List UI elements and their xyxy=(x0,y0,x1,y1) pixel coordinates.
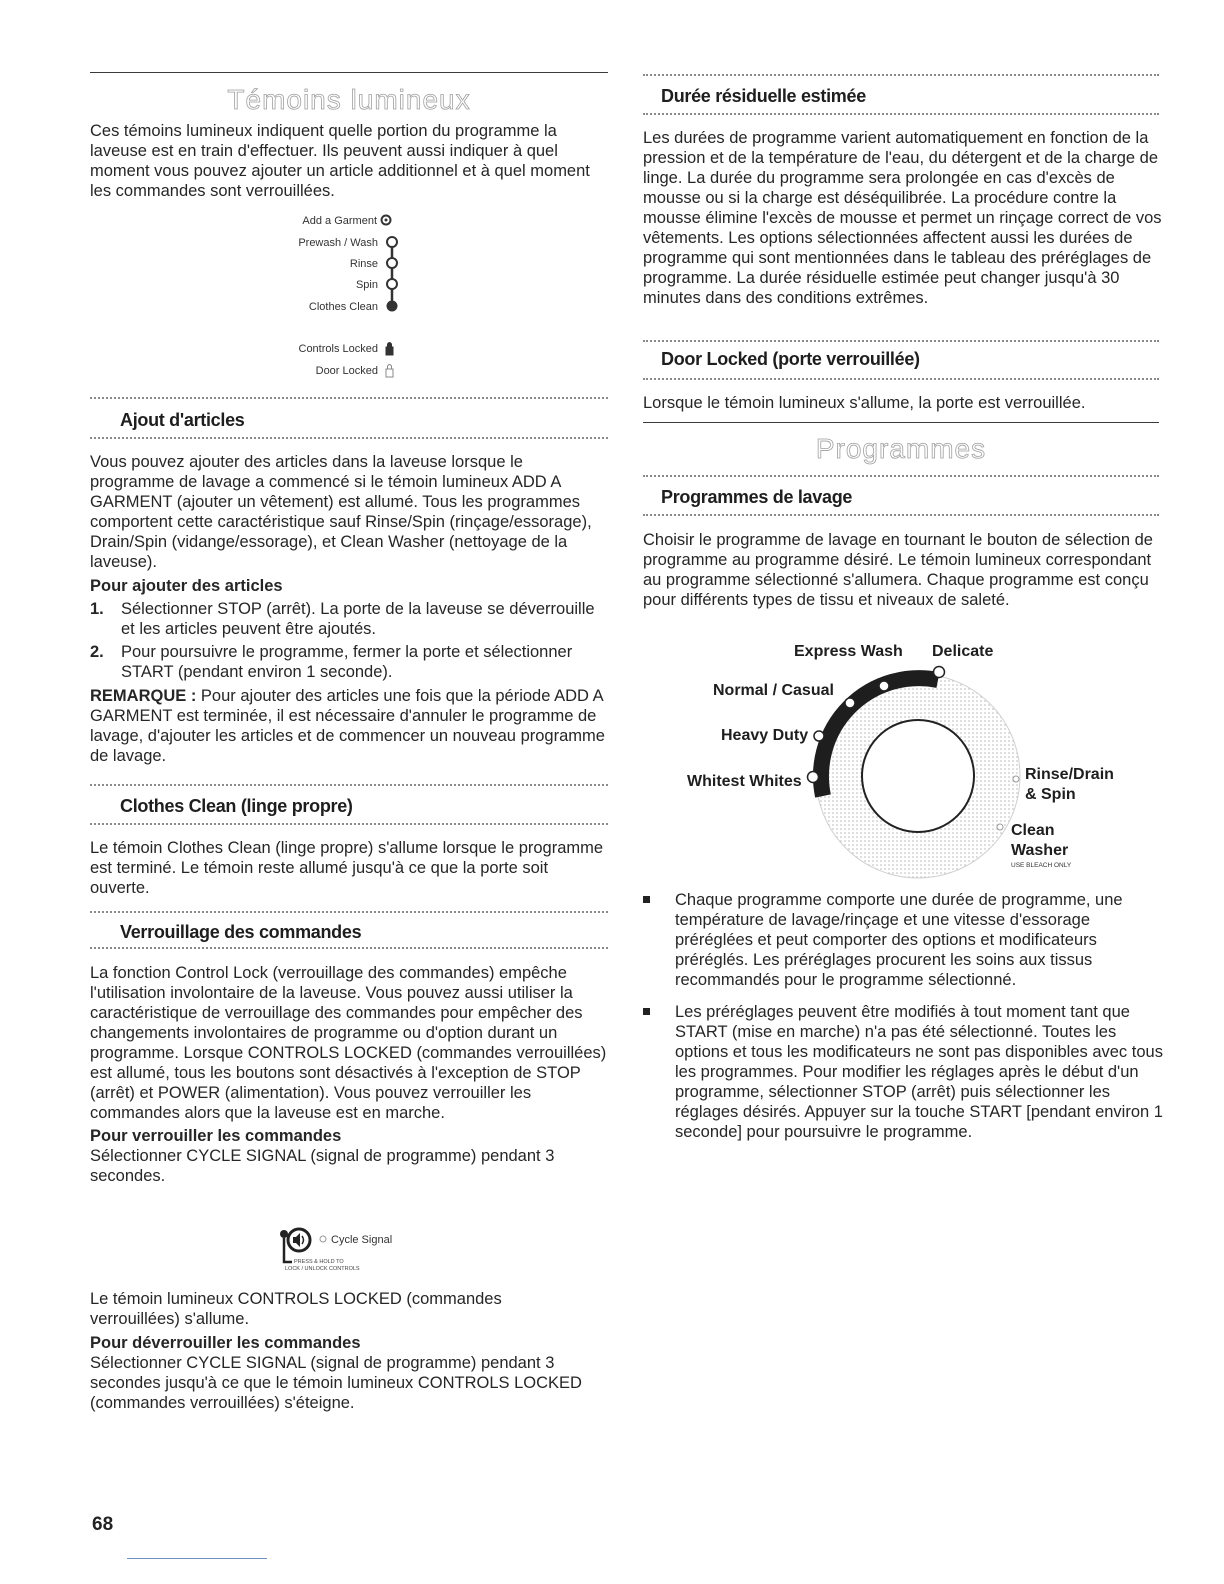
after-lock-text: Le témoin lumineux CONTROLS LOCKED (commandes verrouillées) s'allume. xyxy=(90,1290,502,1328)
clothes-clean-section xyxy=(90,838,610,898)
bullet-text: Les préréglages peuvent être modifiés à tout moment tant que START (mise en marche) n'a pas été sélectionné. Toutes les options et tous les modificateurs ne sont pas disponibles avec tous les programmes. Pour modifier les réglages après le début d'un programme, sélectionner STOP (arrêt) puis sélectionner les réglages désirés. Appuyer sur la touche START [pendant environ 1 seconde] pour poursuivre le programme. xyxy=(675,1003,1163,1141)
verrouillage-section xyxy=(90,963,610,1186)
clean-washer-light-icon xyxy=(997,824,1003,830)
bullet-square-icon xyxy=(643,896,650,903)
divider-duree-bottom xyxy=(643,113,1159,115)
divider-verrou-bottom xyxy=(90,947,608,949)
unlock-heading: Pour déverrouiller les commandes xyxy=(90,1334,361,1352)
normal-light-icon xyxy=(845,698,855,708)
cycle-signal-label: Cycle Signal xyxy=(331,1234,393,1246)
spin-light-icon xyxy=(387,279,397,289)
delicate-light-icon xyxy=(934,667,945,678)
heavy-duty-light-icon xyxy=(814,731,824,741)
note-text: Pour ajouter des articles une fois que la période ADD A GARMENT est terminée, il est nécessaire d'annuler le programme de lavage, d'ajouter les articles et de commencer un nouveau programme de lavage. xyxy=(90,687,605,765)
light-label-door-locked: Door Locked xyxy=(315,365,378,377)
prewash-light-icon xyxy=(387,237,397,247)
controls-locked-light-icon xyxy=(386,343,393,356)
heading-programmes-lavage: Programmes de lavage xyxy=(661,487,853,507)
divider-duree-top xyxy=(643,74,1159,76)
bullet-square-icon xyxy=(643,1008,650,1015)
temoins-intro xyxy=(90,121,610,201)
rule-programmes xyxy=(643,422,1159,423)
press-hold-line2: LOCK / UNLOCK CONTROLS xyxy=(285,1266,360,1272)
cycle-signal-illustration xyxy=(276,1224,446,1272)
bullet-list xyxy=(643,890,1163,1142)
section-title-programmes: Programmes xyxy=(815,433,987,464)
light-label-spin: Spin xyxy=(355,279,378,291)
heading-verrouillage: Verrouillage des commandes xyxy=(120,922,362,942)
light-label-prewash: Prewash / Wash xyxy=(298,237,378,249)
dial-label-use-bleach: USE BLEACH ONLY xyxy=(1011,862,1072,869)
step-text: Sélectionner STOP (arrêt). La porte de la laveuse se déverrouille et les articles peuvent être ajoutés. xyxy=(121,600,595,638)
dial-label-whitest-whites: Whitest Whites xyxy=(687,773,802,790)
dial-label-express-wash: Express Wash xyxy=(794,643,903,660)
dial-label-rinse-drain: Rinse/Drain xyxy=(1025,766,1114,783)
door-locked-section xyxy=(643,393,1163,413)
ajout-subheading: Pour ajouter des articles xyxy=(90,577,283,595)
light-label-controls-locked: Controls Locked xyxy=(298,343,378,355)
programmes-lavage-body: Choisir le programme de lavage en tournant le bouton de sélection de programme au programme désiré. Le témoin lumineux correspondant au programme sélectionné s'allumera. Chaque programme est conçu pour différents types de tissu et niveaux de saleté. xyxy=(643,531,1153,609)
heading-clothes-clean: Clothes Clean (linge propre) xyxy=(120,796,353,816)
lock-heading: Pour verrouiller les commandes xyxy=(90,1127,342,1145)
dial-label-delicate: Delicate xyxy=(932,643,994,660)
section-title-temoins: Témoins lumineux xyxy=(227,84,471,115)
divider-door-top xyxy=(643,340,1159,342)
bullet-item-2 xyxy=(643,1002,1163,1142)
press-hold-line1: PRESS & HOLD TO xyxy=(294,1259,344,1265)
divider-ajout-bottom xyxy=(90,437,608,439)
door-locked-light-icon xyxy=(386,365,393,378)
ajout-step-2 xyxy=(90,642,610,682)
top-rule-left xyxy=(90,72,608,73)
divider-clothes-bottom xyxy=(90,823,608,825)
step-text: Pour poursuivre le programme, fermer la porte et sélectionner START (pendant environ 1 seconde). xyxy=(121,643,573,681)
clothes-clean-light-icon xyxy=(387,301,398,312)
light-label-clothes-clean: Clothes Clean xyxy=(308,301,378,313)
express-wash-light-icon xyxy=(879,681,889,691)
ajout-body: Vous pouvez ajouter des articles dans la laveuse lorsque le programme de lavage a commencé si le témoin lumineux ADD A GARMENT (ajouter un vêtement) est allumé. Tous les programmes comportent cette caractéristique sauf Rinse/Spin (rinçage/essorage), Drain/Spin (vidange/essorage), et Clean Washer (nettoyage de la laveuse). xyxy=(90,453,592,571)
lock-body: Sélectionner CYCLE SIGNAL (signal de programme) pendant 3 secondes. xyxy=(90,1147,555,1185)
cycle-selector-dial xyxy=(680,636,1114,876)
dial-label-heavy-duty: Heavy Duty xyxy=(721,727,809,744)
dial-label-normal-casual: Normal / Casual xyxy=(713,682,834,699)
verrouillage-after xyxy=(90,1289,590,1413)
divider-verrou-top xyxy=(90,911,608,913)
bullet-item-1 xyxy=(643,890,1163,990)
ajout-steps xyxy=(90,599,610,682)
programmes-lavage-section xyxy=(643,530,1163,610)
light-label-rinse: Rinse xyxy=(349,258,378,270)
ajout-section xyxy=(90,452,610,766)
ajout-step-1 xyxy=(90,599,610,639)
divider-proglav-bottom xyxy=(643,514,1159,516)
temoins-intro-text: Ces témoins lumineux indiquent quelle portion du programme la laveuse est en train d'effectuer. Ils peuvent aussi indiquer à quel moment vous pouvez ajouter un article additionnel et à quel moment les commandes sont verrouillées. xyxy=(90,122,590,200)
footer-line xyxy=(127,1558,267,1559)
bullet-text: Chaque programme comporte une durée de programme, une température de lavage/rinçage et une vitesse d'essorage préréglées et peut comporter des options et modificateurs préréglés. Les préréglages procurent les soins aux tissus recommandés pour le programme sélectionné. xyxy=(675,891,1123,989)
rinse-light-icon xyxy=(387,258,397,268)
heading-door-locked: Door Locked (porte verrouillée) xyxy=(661,349,920,369)
verrouillage-body: La fonction Control Lock (verrouillage des commandes) empêche l'utilisation involontaire de la laveuse. Vous pouvez aussi utiliser la caractéristique de verrouillage des commandes pour empêcher des changements involontaires de programme ou d'option durant un programme. Lorsque CONTROLS LOCKED (commandes verrouillées) est allumé, tous les boutons sont désactivés à l'exception de STOP (arrêt) et POWER (alimentation). Vous pouvez verrouiller les commandes alors que la laveuse est en marche. xyxy=(90,964,607,1122)
heading-duree: Durée résiduelle estimée xyxy=(661,86,866,106)
status-lights-diagram xyxy=(280,206,440,382)
dial-label-washer: Washer xyxy=(1011,842,1069,859)
clothes-clean-body: Le témoin Clothes Clean (linge propre) s'allume lorsque le programme est terminé. Le témoin reste allumé jusqu'à ce que la porte soit ouverte. xyxy=(90,839,604,897)
note-label: REMARQUE : xyxy=(90,687,197,705)
divider-door-bottom xyxy=(643,378,1159,380)
unlock-body: Sélectionner CYCLE SIGNAL (signal de programme) pendant 3 secondes jusqu'à ce que le témoin lumineux CONTROLS LOCKED (commandes verrouillées) s'éteigne. xyxy=(90,1354,582,1412)
whitest-whites-light-icon xyxy=(808,772,819,783)
heading-ajout: Ajout d'articles xyxy=(120,410,245,430)
rinse-drain-light-icon xyxy=(1013,776,1019,782)
dial-center-knob xyxy=(862,720,974,832)
divider-proglav-top xyxy=(643,475,1159,477)
programmes-bullets xyxy=(643,890,1163,1154)
duree-section xyxy=(643,128,1163,308)
divider-clothes-top xyxy=(90,784,608,786)
divider-ajout-top xyxy=(90,397,608,399)
duree-body: Les durées de programme varient automatiquement en fonction de la pression et de la température de l'eau, du détergent et de la charge de linge. La durée du programme sera prolongée en cas d'excès de mousse ou si la charge est déséquilibrée. La procédure contre la mousse élimine l'excès de mousse et permet un rinçage correct de vos vêtements. Les options sélectionnées affectent aussi les durées de programme qui sont mentionnées dans le tableau des préréglages de programme. La durée résiduelle estimée peut changer jusqu'à 30 minutes dans des conditions extrêmes. xyxy=(643,129,1162,307)
door-locked-body: Lorsque le témoin lumineux s'allume, la porte est verrouillée. xyxy=(643,394,1086,412)
dial-label-clean: Clean xyxy=(1011,822,1055,839)
step-number: 1. xyxy=(90,600,104,618)
page-number: 68 xyxy=(92,1514,114,1535)
cycle-signal-light-icon xyxy=(320,1236,326,1242)
light-label-add-garment: Add a Garment xyxy=(302,215,377,227)
dial-label-and-spin: & Spin xyxy=(1025,786,1076,803)
ajout-note xyxy=(90,686,610,766)
step-number: 2. xyxy=(90,643,104,661)
